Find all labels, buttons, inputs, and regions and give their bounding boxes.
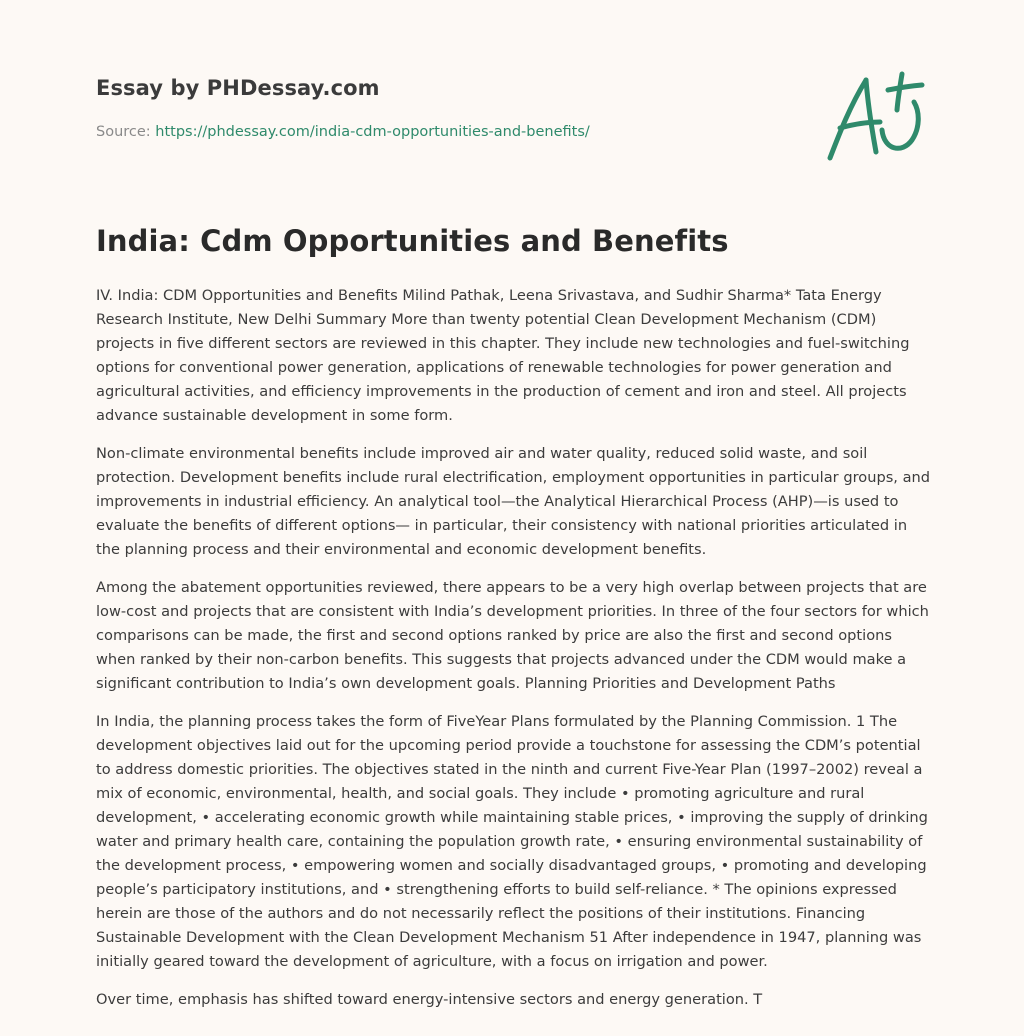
source-line (96, 124, 590, 140)
source-link[interactable]: https://phdessay.com/india-cdm-opportunities-and-benefits/ (155, 124, 590, 140)
a-plus-grade-icon (818, 66, 930, 166)
paragraph: In India, the planning process takes the form of FiveYear Plans formulated by the Planning Commission. 1 The development objectives laid out for the upcoming period provide a touchstone for assessing the CDM’s potential to address domestic priorities. The objectives stated in the ninth and current Five-Year Plan (1997–2002) reveal a mix of economic, environmental, health, and social goals. They include • promoting agriculture and rural development, • accelerating economic growth while maintaining stable prices, • improving the supply of drinking water and primary health care, containing the population growth rate, • ensuring environmental sustainability of the development process, • empowering women and socially disadvantaged groups, • promoting and developing people’s participatory institutions, and • strengthening efforts to build self-reliance. * The opinions expressed herein are those of the authors and do not necessarily reflect the positions of their institutions. Financing Sustainable Development with the Clean Development Mechanism 51 After independence in 1947, planning was initially geared toward the development of agriculture, with a focus on irrigation and power. (96, 713, 928, 970)
paragraph: Over time, emphasis has shifted toward energy-intensive sectors and energy generation. T (96, 991, 763, 1008)
paragraph: Among the abatement opportunities reviewed, there appears to be a very high overlap between projects that are low-cost and projects that are consistent with India’s development priorities. In three of the four sectors for which comparisons can be made, the first and second options ranked by price are also the first and second options when ranked by their non-carbon benefits. This suggests that projects advanced under the CDM would make a significant contribution to India’s own development goals. Planning Priorities and Development Paths (96, 579, 929, 692)
paragraph: Non-climate environmental benefits include improved air and water quality, reduced solid waste, and soil protection. Development benefits include rural electrification, employment opportunities in particular groups, and improvements in industrial efficiency. An analytical tool—the Analytical Hierarchical Process (AHP)—is used to evaluate the benefits of different options— in particular, their consistency with national priorities articulated in the planning process and their environmental and economic development benefits. (96, 445, 931, 558)
paragraph: IV. India: CDM Opportunities and Benefits Milind Pathak, Leena Srivastava, and Sudhir Sharma* Tata Energy Research Institute, New Delhi Summary More than twenty potential Clean Development Mechanism (CDM) projects in five different sectors are reviewed in this chapter. They include new technologies and fuel-switching options for conventional power generation, applications of renewable technologies for power generation and agricultural activities, and efficiency improvements in the production of cement and iron and steel. All projects advance sustainable development in some form. (96, 287, 910, 424)
site-brand: Essay by PHDessay.com (96, 76, 380, 100)
article-title: India: Cdm Opportunities and Benefits (96, 224, 729, 258)
article-body (96, 284, 932, 1026)
source-label: Source: (96, 124, 156, 140)
